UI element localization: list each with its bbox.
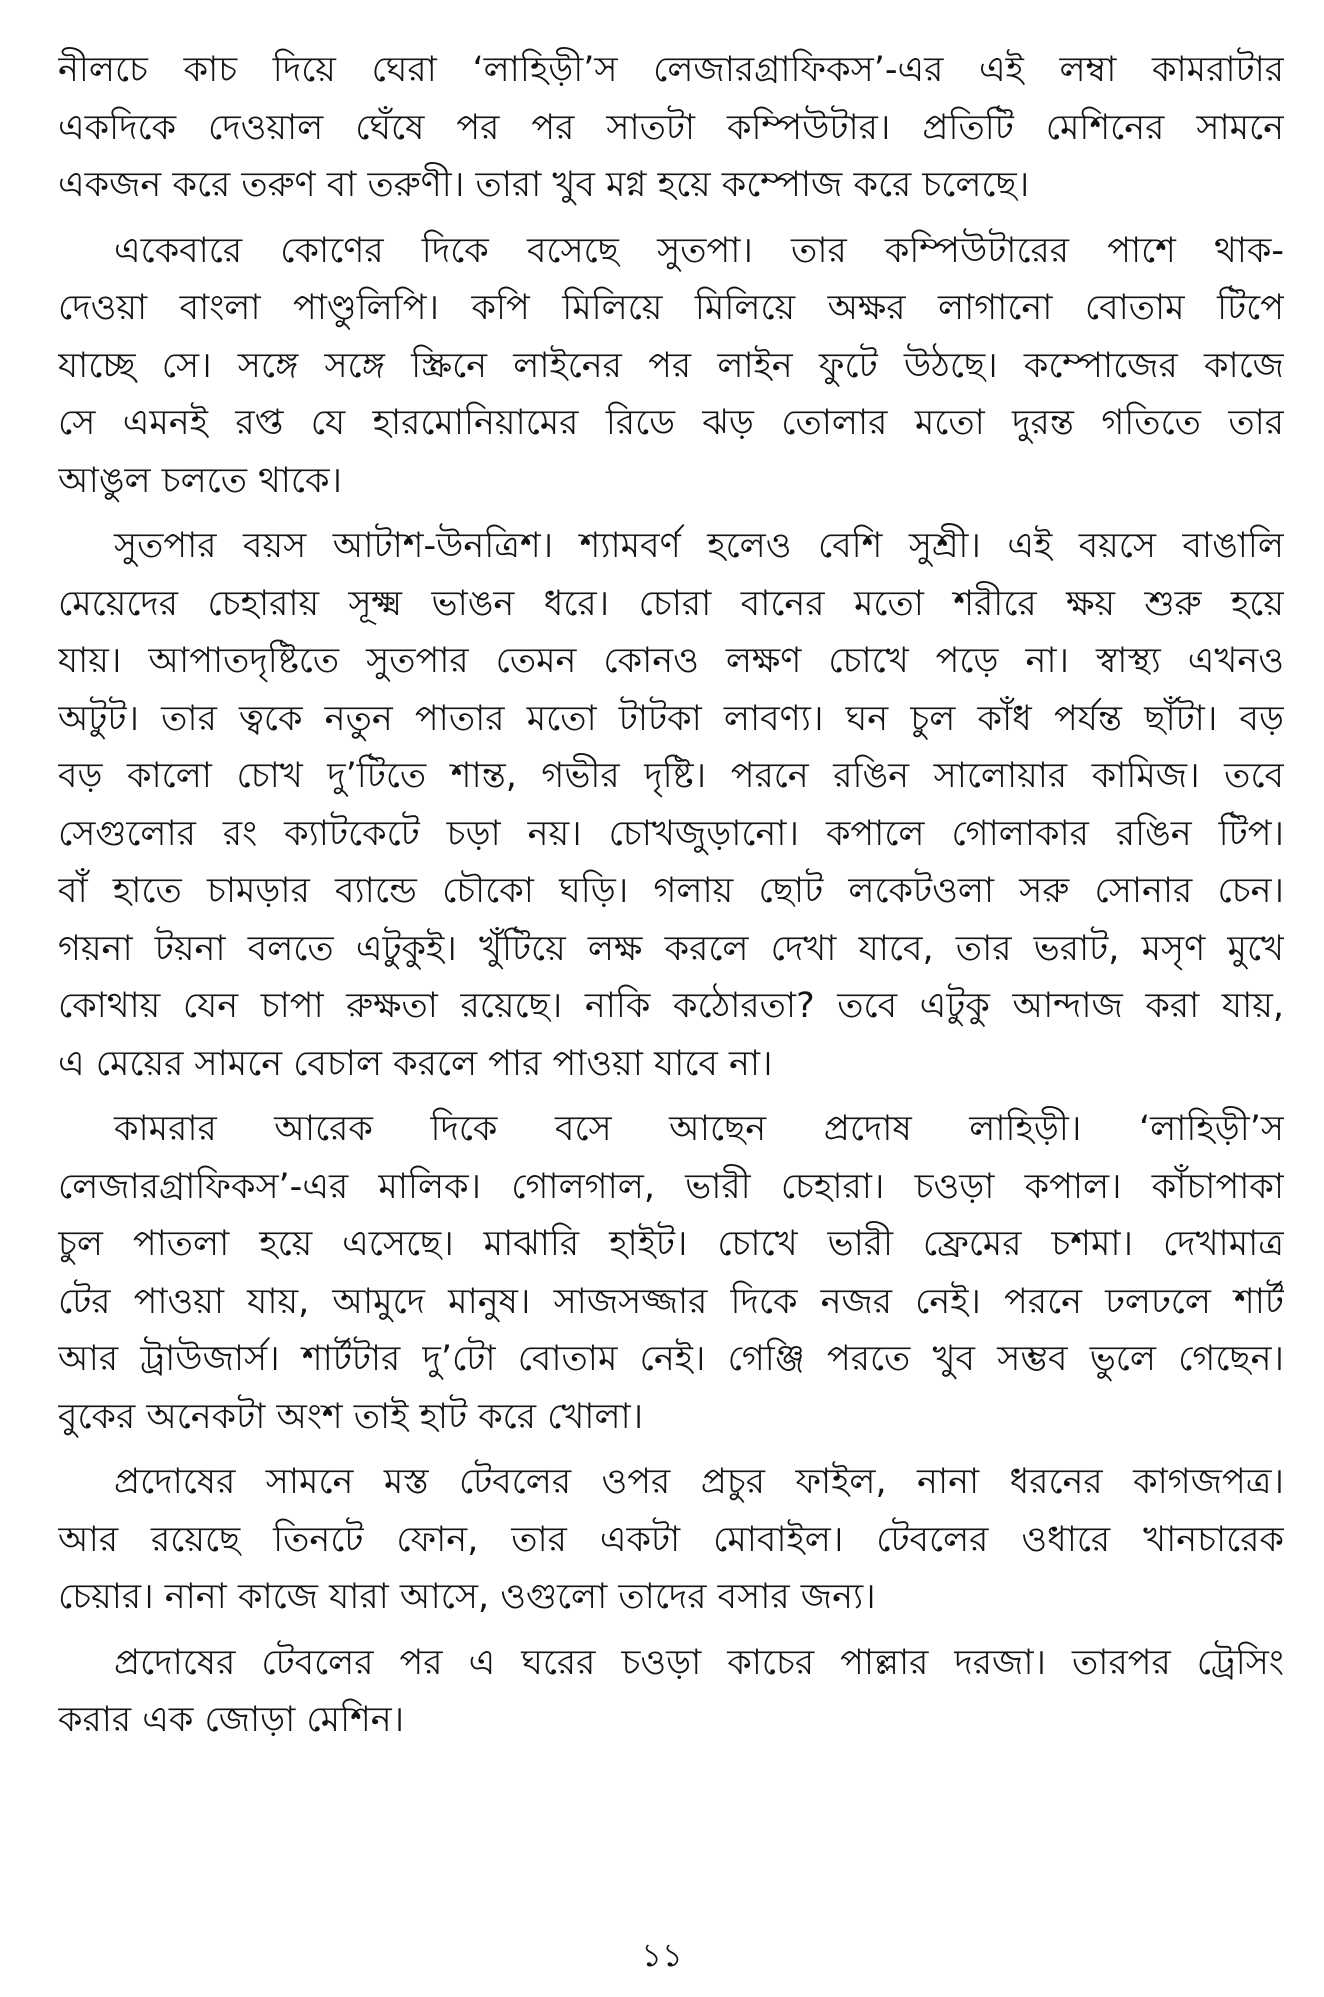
text-line: প্রদোষের টেবলের পর এ ঘরের চওড়া কাচের পাল্লার দরজা। তারপর ট্রেসিং <box>114 1642 1284 1683</box>
text-line: বুকের অনেকটা অংশ তাই হাট করে খোলা। <box>58 1396 644 1437</box>
text-line: কোথায় যেন চাপা রুক্ষতা রয়েছে। নাকি কঠোরতা? তবে এটুকু আন্দাজ করা যায়, <box>58 986 1284 1026</box>
text-line: নীলচে কাচ দিয়ে ঘেরা ‘লাহিড়ী’স লেজারগ্রাফিকস’-এর এই লম্বা কামরাটার <box>58 50 1284 90</box>
text-line: চুল পাতলা হয়ে এসেছে। মাঝারি হাইট। চোখে ভারী ফ্রেমের চশমা। দেখামাত্র <box>58 1224 1284 1264</box>
text-line: দেওয়া বাংলা পাণ্ডুলিপি। কপি মিলিয়ে মিলিয়ে অক্ষর লাগানো বোতাম টিপে <box>58 288 1284 328</box>
text-line: সে এমনই রপ্ত যে হারমোনিয়ামের রিডে ঝড় তোলার মতো দুরন্ত গতিতে তার <box>58 403 1284 443</box>
text-line: একজন করে তরুণ বা তরুণী। তারা খুব মগ্ন হয়ে কম্পোজ করে চলেছে। <box>58 165 1030 205</box>
paragraph-3 <box>58 518 1284 1093</box>
text-line: সুতপার বয়স আটাশ-উনত্রিশ। শ্যামবর্ণ হলেও বেশি সুশ্রী। এই বয়সে বাঙালি <box>114 526 1284 566</box>
page-number: ১১ <box>641 1936 683 1974</box>
paragraph-1 <box>58 42 1284 215</box>
paragraph-4 <box>58 1101 1284 1446</box>
text-line: প্রদোষের সামনে মস্ত টেবলের ওপর প্রচুর ফাইল, নানা ধরনের কাগজপত্র। <box>114 1462 1284 1502</box>
book-page <box>58 42 1284 1942</box>
paragraph-6 <box>58 1635 1284 1750</box>
text-line: আর ট্রাউজার্স। শার্টটার দু’টো বোতাম নেই। গেঞ্জি পরতে খুব সম্ভব ভুলে গেছেন। <box>58 1339 1284 1379</box>
text-line: চেয়ার। নানা কাজে যারা আসে, ওগুলো তাদের বসার জন্য। <box>58 1577 876 1617</box>
text-line: সেগুলোর রং ক্যাটকেটে চড়া নয়। চোখজুড়ানো। কপালে গোলাকার রঙিন টিপ। <box>58 813 1284 854</box>
paragraph-5 <box>58 1454 1284 1627</box>
text-line: একেবারে কোণের দিকে বসেছে সুতপা। তার কম্পিউটারের পাশে থাক- <box>114 230 1284 271</box>
text-line: আর রয়েছে তিনটে ফোন, তার একটা মোবাইল। টেবলের ওধারে খানচারেক <box>58 1519 1284 1560</box>
text-line: বাঁ হাতে চামড়ার ব্যান্ডে চৌকো ঘড়ি। গলায় ছোট লকেটওলা সরু সোনার চেন। <box>58 871 1284 911</box>
paragraph-2 <box>58 223 1284 511</box>
text-line: আঙুল চলতে থাকে। <box>58 460 342 501</box>
text-line: একদিকে দেওয়াল ঘেঁষে পর পর সাতটা কম্পিউটার। প্রতিটি মেশিনের সামনে <box>58 107 1284 148</box>
text-line: মেয়েদের চেহারায় সূক্ষ্ম ভাঙন ধরে। চোরা বানের মতো শরীরে ক্ষয় শুরু হয়ে <box>58 583 1284 624</box>
text-line: এ মেয়ের সামনে বেচাল করলে পার পাওয়া যাবে না। <box>58 1043 773 1084</box>
text-line: লেজারগ্রাফিকস’-এর মালিক। গোলগাল, ভারী চেহারা। চওড়া কপাল। কাঁচাপাকা <box>58 1166 1284 1207</box>
text-line: বড় কালো চোখ দু’টিতে শান্ত, গভীর দৃষ্টি। পরনে রঙিন সালোয়ার কামিজ। তবে <box>58 756 1284 796</box>
text-line: কামরার আরেক দিকে বসে আছেন প্রদোষ লাহিড়ী। ‘লাহিড়ী’স <box>114 1109 1284 1149</box>
text-line: অটুট। তার ত্বকে নতুন পাতার মতো টাটকা লাবণ্য। ঘন চুল কাঁধ পর্যন্ত ছাঁটা। বড় <box>58 698 1284 739</box>
text-line: যাচ্ছে সে। সঙ্গে সঙ্গে স্ক্রিনে লাইনের পর লাইন ফুটে উঠছে। কম্পোজের কাজে <box>58 345 1284 386</box>
text-line: গয়না টয়না বলতে এটুকুই। খুঁটিয়ে লক্ষ করলে দেখা যাবে, তার ভরাট, মসৃণ মুখে <box>58 928 1284 969</box>
text-line: যায়। আপাতদৃষ্টিতে সুতপার তেমন কোনও লক্ষণ চোখে পড়ে না। স্বাস্থ্য এখনও <box>58 641 1284 681</box>
text-line: করার এক জোড়া মেশিন। <box>58 1700 405 1740</box>
text-line: টের পাওয়া যায়, আমুদে মানুষ। সাজসজ্জার দিকে নজর নেই। পরনে ঢলঢলে শার্ট <box>58 1281 1284 1322</box>
